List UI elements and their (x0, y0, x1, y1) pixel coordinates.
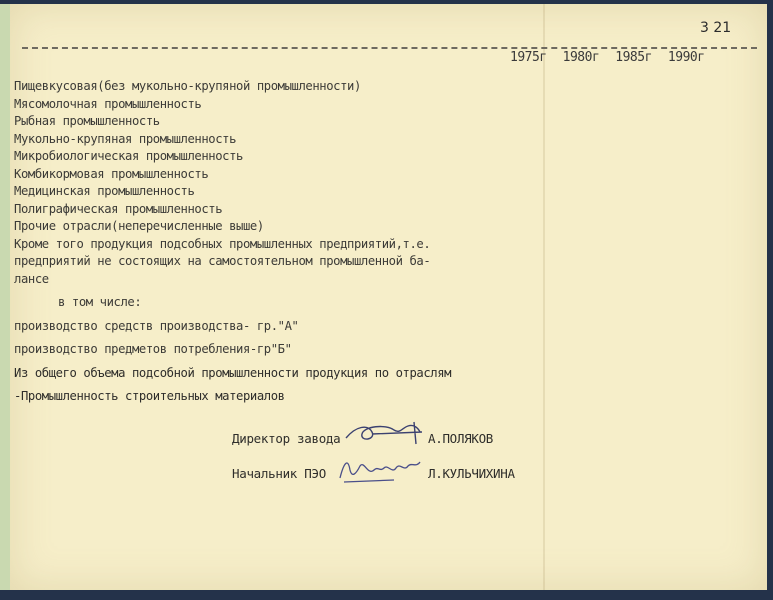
head-title: Начальник ПЭО (232, 466, 326, 481)
list-item: -Промышленность строительных материалов (14, 389, 285, 403)
page-number: 3 21 (700, 20, 732, 36)
binding-strip (0, 4, 10, 590)
list-item: производство средств производства- гр."А" (14, 318, 299, 333)
list-item: Медицинская промышленность (14, 184, 195, 198)
list-item: Прочие отрасли(неперечисленные выше) (14, 219, 264, 233)
list-item: Мукольно-крупяная промышленность (14, 131, 236, 146)
head-name: Л.КУЛЬЧИХИНА (428, 466, 515, 481)
list-item: Полиграфическая промышленность (14, 201, 223, 216)
year-columns (510, 50, 705, 65)
list-item: Мясомолочная промышленность (14, 96, 202, 111)
director-title: Директор завода (232, 431, 341, 446)
list-item: Из общего объема подсобной промышленности продукция по отраслям (14, 365, 452, 380)
director-name: А.ПОЛЯКОВ (428, 431, 494, 446)
director-signature (342, 418, 426, 448)
industry-list (14, 78, 534, 406)
list-item: лансе (14, 271, 49, 286)
list-item: Комбикормовая промышленность (14, 166, 209, 181)
list-item: Рыбная промышленность (14, 114, 160, 128)
fold-crease-vertical (543, 4, 545, 590)
year-header: 1985г (615, 50, 652, 65)
header-dashed-rule (22, 47, 757, 49)
list-subheading: в том числе: (58, 295, 142, 309)
year-header: 1980г (562, 50, 600, 65)
list-item: предприятий не состоящих на самостоятельном промышленной ба- (14, 254, 431, 268)
list-item: производство предметов потребления-гр"Б" (14, 342, 292, 356)
year-header: 1990г (667, 50, 705, 65)
list-item: Микробиологическая промышленность (14, 149, 243, 163)
list-item: Кроме того продукция подсобных промышленных предприятий,т.е. (14, 236, 431, 251)
head-signature (334, 452, 426, 486)
year-header: 1975г (510, 50, 547, 65)
list-item: Пищевкусовая(без мукольно-крупяной промышленности) (14, 79, 361, 93)
